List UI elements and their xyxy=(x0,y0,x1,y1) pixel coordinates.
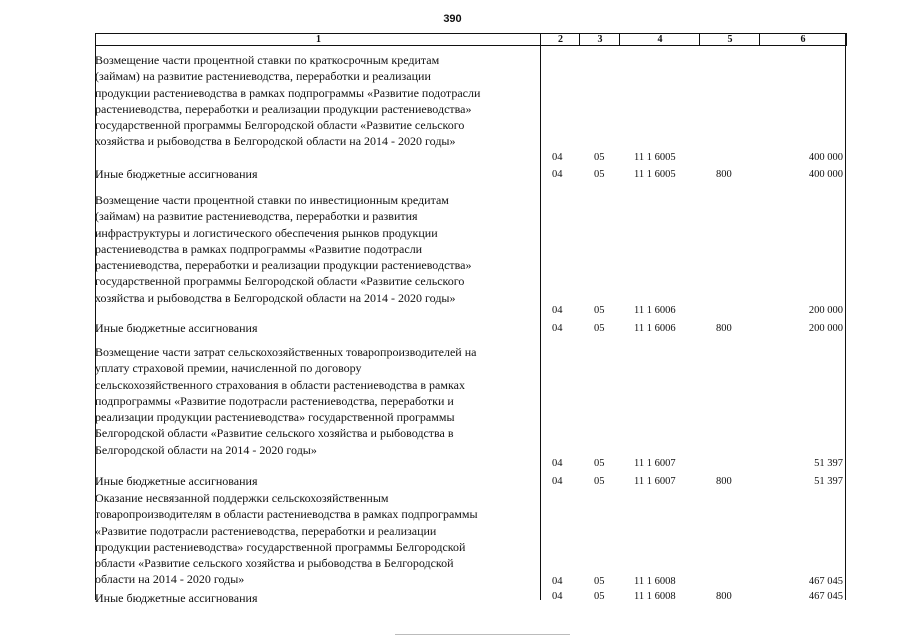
cell-subsection: 05 xyxy=(594,476,605,487)
column-header-1: 1 xyxy=(316,34,321,45)
cell-section: 04 xyxy=(552,458,563,469)
cell-section: 04 xyxy=(552,323,563,334)
cell-amount: 467 045 xyxy=(808,576,843,587)
cell-expense-type: 800 xyxy=(716,323,732,334)
table-rule-right xyxy=(845,33,846,600)
table-row-description: Возмещение части процентной ставки по краткосрочным кредитам (займам) на развитие растениеводства, переработки и реализации продукции растениеводства в рамках подпрограммы «Развитие подотрасли растениеводства, переработки и реализации продукции растениеводства» государственной программы Белгородской области «Развитие сельского хозяйства и рыбоводства в Белгородской области на 2014 - 2020 годы» xyxy=(95,53,481,149)
cell-amount: 400 000 xyxy=(808,169,843,180)
cell-target-article: 11 1 6006 xyxy=(634,305,676,316)
cell-amount: 200 000 xyxy=(808,305,843,316)
cell-target-article: 11 1 6008 xyxy=(634,576,676,587)
cell-section: 04 xyxy=(552,476,563,487)
column-header-5: 5 xyxy=(727,34,733,45)
column-header-3: 3 xyxy=(597,34,603,45)
cell-section: 04 xyxy=(552,591,563,602)
bottom-scan-line xyxy=(395,634,570,635)
cell-subsection: 05 xyxy=(594,323,605,334)
table-row-description: Иные бюджетные ассигнования xyxy=(95,321,258,335)
table-row-description: Иные бюджетные ассигнования xyxy=(95,591,258,605)
cell-subsection: 05 xyxy=(594,305,605,316)
cell-target-article: 11 1 6006 xyxy=(634,323,676,334)
cell-section: 04 xyxy=(552,152,563,163)
table-column-header-row xyxy=(95,33,847,46)
table-rule-col6 xyxy=(759,33,760,46)
table-rule-col4 xyxy=(619,33,620,46)
cell-expense-type: 800 xyxy=(716,476,732,487)
cell-amount: 51 397 xyxy=(814,476,843,487)
table-row-description: Иные бюджетные ассигнования xyxy=(95,167,258,181)
cell-amount: 400 000 xyxy=(808,152,843,163)
cell-subsection: 05 xyxy=(594,169,605,180)
cell-target-article: 11 1 6005 xyxy=(634,169,676,180)
cell-target-article: 11 1 6007 xyxy=(634,476,676,487)
table-row-description: Иные бюджетные ассигнования xyxy=(95,474,258,488)
column-header-4: 4 xyxy=(657,34,663,45)
cell-subsection: 05 xyxy=(594,458,605,469)
table-rule-col3 xyxy=(579,33,580,46)
cell-subsection: 05 xyxy=(594,152,605,163)
cell-amount: 467 045 xyxy=(808,591,843,602)
page-number: 390 xyxy=(443,13,462,25)
cell-target-article: 11 1 6005 xyxy=(634,152,676,163)
table-rule-col5 xyxy=(699,33,700,46)
cell-subsection: 05 xyxy=(594,591,605,602)
cell-subsection: 05 xyxy=(594,576,605,587)
cell-target-article: 11 1 6008 xyxy=(634,591,676,602)
cell-expense-type: 800 xyxy=(716,591,732,602)
column-header-2: 2 xyxy=(558,34,563,45)
table-row-description: Возмещение части процентной ставки по инвестиционным кредитам (займам) на развитие растениеводства, переработки и развития инфраструктуры и логистического обеспечения рынков продукции растениеводства в рамках подпрограммы «Развитие подотрасли растениеводства, переработки и реализации продукции растениеводства» государственной программы Белгородской области «Развитие сельского хозяйства и рыбоводства в Белгородской области на 2014 - 2020 годы» xyxy=(95,193,472,305)
table-row-description: Оказание несвязанной поддержки сельскохозяйственным товаропроизводителям в области растениеводства в рамках подпрограммы «Развитие подотрасли растениеводства, переработки и реализации продукции растениеводства» государственной программы Белгородской области «Развитие сельского хозяйства и рыбоводства в Белгородской области на 2014 - 2020 годы» xyxy=(95,491,478,587)
cell-section: 04 xyxy=(552,169,563,180)
cell-section: 04 xyxy=(552,305,563,316)
cell-expense-type: 800 xyxy=(716,169,732,180)
table-row-description: Возмещение части затрат сельскохозяйственных товаропроизводителей на уплату страховой премии, начисленной по договору сельскохозяйственного страхования в области растениеводства в рамках подпрограммы «Развитие подотрасли растениеводства, переработки и реализации продукции растениеводства» государственной программы Белгородской области «Развитие сельского хозяйства и рыбоводства в Белгородской области на 2014 - 2020 годы» xyxy=(95,345,477,457)
cell-amount: 51 397 xyxy=(814,458,843,469)
cell-section: 04 xyxy=(552,576,563,587)
cell-target-article: 11 1 6007 xyxy=(634,458,676,469)
cell-amount: 200 000 xyxy=(808,323,843,334)
column-header-6: 6 xyxy=(800,34,806,45)
